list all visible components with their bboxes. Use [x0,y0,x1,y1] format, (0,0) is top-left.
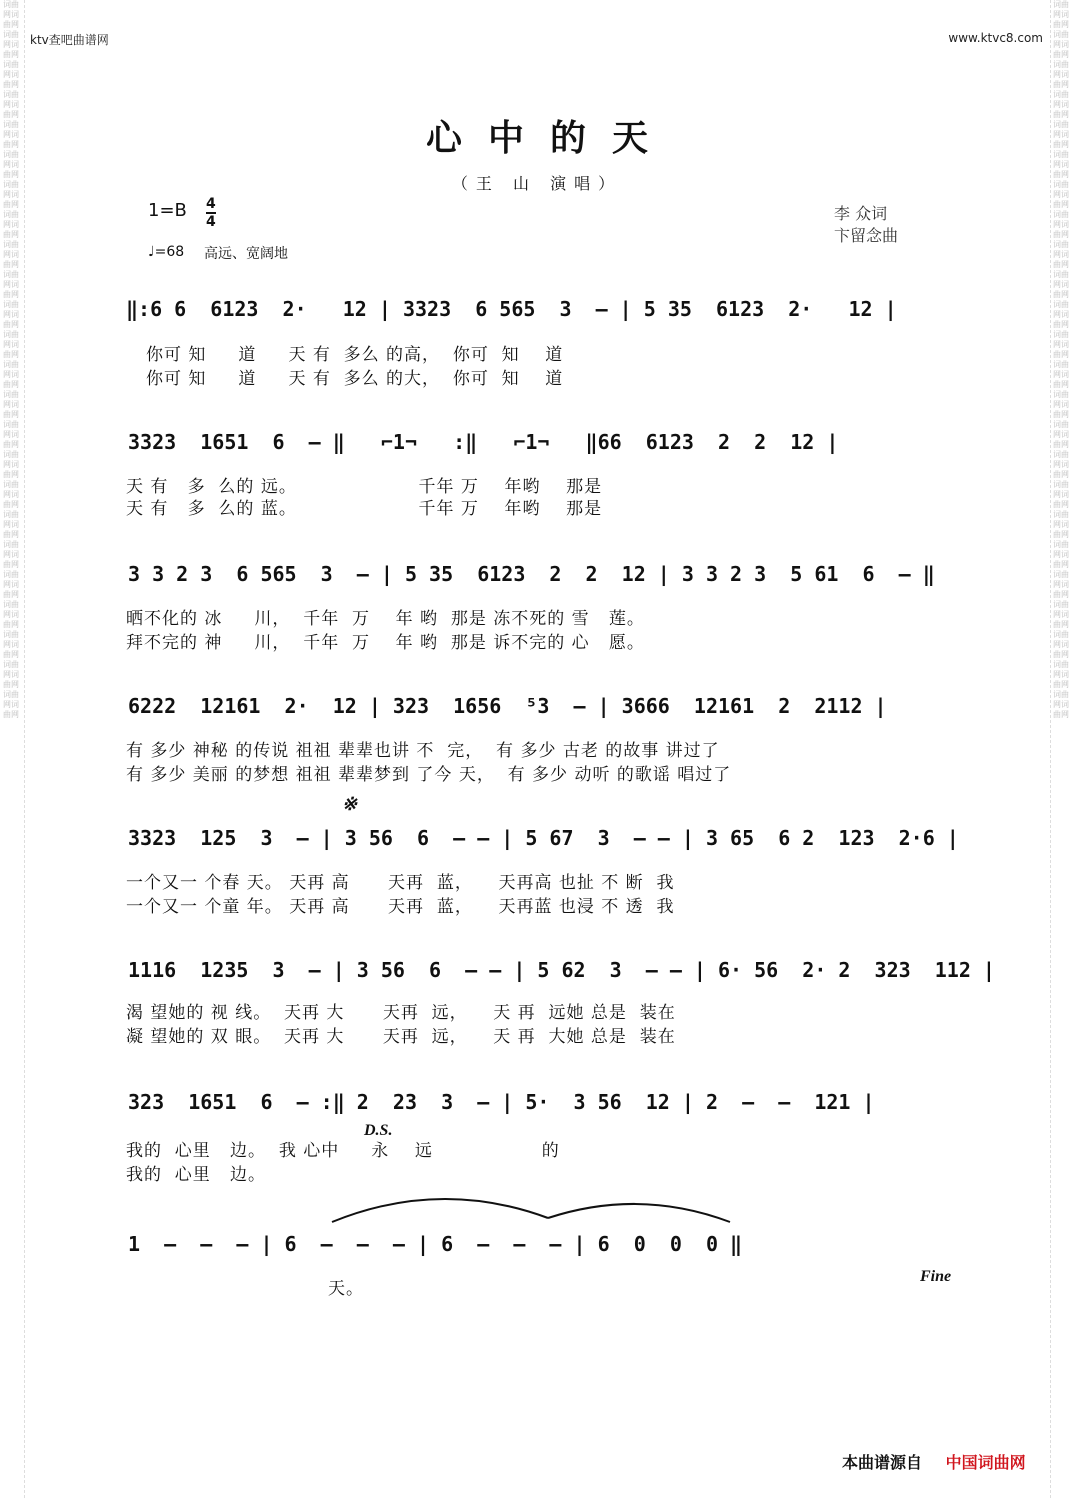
lyrics-line-2-verse-2: 天 有 多 么的 蓝。 千年 万 年哟 那是 [126,499,603,519]
header-site-name: ktv查吧曲谱网 [30,33,109,47]
score-line-2: 3323 1651 6 – ‖ ⌐1¬ :‖ ⌐1¬ ‖66 6123 2 2 12 | [128,430,839,454]
fine-mark: Fine [920,1268,952,1285]
lyrics-line-7-verse-2: 我的 心里 边。 [126,1165,267,1185]
lyrics-line-6-verse-2: 凝 望她的 双 眼。 天再 大 天再 远， 天 再 大她 总是 装在 [126,1027,676,1047]
right-watermark-strip: 词曲网词曲网词曲网词曲网词曲网词曲网词曲网词曲网词曲网词曲网词曲网词曲网词曲网词曲网词曲网词曲网词曲网词曲网词曲网词曲网词曲网词曲网词曲网词曲网词曲网词曲网词曲网词曲网词曲网词曲网词曲网词曲网词曲网词曲网词曲网词曲网词曲网词曲网词曲网词曲网词曲网词曲网词曲网词曲网词曲网词曲网词曲网词曲网 [1053,0,1069,719]
segno-sign: ※ [342,794,358,814]
left-watermark-strip: 词曲网词曲网词曲网词曲网词曲网词曲网词曲网词曲网词曲网词曲网词曲网词曲网词曲网词曲网词曲网词曲网词曲网词曲网词曲网词曲网词曲网词曲网词曲网词曲网词曲网词曲网词曲网词曲网词曲网词曲网词曲网词曲网词曲网词曲网词曲网词曲网词曲网词曲网词曲网词曲网词曲网词曲网词曲网词曲网词曲网词曲网词曲网词曲网 [3,0,19,719]
lyrics-line-4-verse-1: 有 多少 神秘 的传说 祖祖 辈辈也讲 不 完， 有 多少 古老 的故事 讲过了 [126,741,720,761]
header-site-url: www.ktvc8.com [948,31,1043,45]
footer-source [842,1450,1026,1473]
right-divider [1050,0,1051,1498]
lyricist-credit: 李 众词 [834,204,888,223]
score-line-8: 1 – – – | 6 – – – | 6 – – – | 6 0 0 0 ‖ [128,1232,743,1256]
composer-credit: 卞留念曲 [834,226,899,245]
footer-prefix: 本曲谱源自 [842,1453,923,1472]
lyrics-line-3-verse-1: 晒不化的 冰 川， 千年 万 年 哟 那是 冻不死的 雪 莲。 [126,609,645,629]
time-numerator: 4 [206,196,216,212]
expression-marking: 高远、宽阔地 [204,246,288,262]
lyrics-line-7-verse-1: 我的 心里 边。 我 心中 永 远 的 [126,1141,560,1161]
score-line-7: 323 1651 6 – :‖ 2 23 3 – | 5· 3 56 12 | 2 – – 121 | [128,1090,875,1114]
tie-arcs [320,1178,740,1228]
time-denominator: 4 [206,214,216,230]
song-subtitle: （王 山 演唱） [451,174,623,193]
left-divider [24,0,25,1498]
time-signature [206,196,216,230]
score-line-6: 1116 1235 3 – | 3 56 6 – – | 5 62 3 – – | 6· 56 2· 2 323 112 | [128,958,995,982]
score-line-3: 3 3 2 3 6 565 3 – | 5 35 6123 2 2 12 | 3 3 2 3 5 61 6 – ‖ [128,562,935,586]
song-title: 心中的天 [425,117,674,159]
key-signature: 1=B [148,200,187,221]
dal-segno-mark: D.S. [364,1122,393,1139]
lyrics-line-4-verse-2: 有 多少 美丽 的梦想 祖祖 辈辈梦到 了今 天， 有 多少 动听 的歌谣 唱过了 [126,765,732,785]
lyrics-line-1-verse-1: 你可 知 道 天 有 多么 的高， 你可 知 道 [146,345,564,365]
lyrics-line-2-verse-1: 天 有 多 么的 远。 千年 万 年哟 那是 [126,477,603,497]
lyrics-line-5-verse-1: 一个又一 个春 天。 天再 高 天再 蓝， 天再高 也扯 不 断 我 [126,873,675,893]
score-line-1: ‖:6 6 6123 2· 12 | 3323 6 565 3 – | 5 35 6123 2· 12 | [126,297,897,321]
score-line-5: 3323 125 3 – | 3 56 6 – – | 5 67 3 – – | 3 65 6 2 123 2·6 | [128,826,959,850]
lyrics-line-3-verse-2: 拜不完的 神 川， 千年 万 年 哟 那是 诉不完的 心 愿。 [126,633,645,653]
lyrics-line-8: 天。 [328,1279,364,1299]
tempo-marking: ♩=68 [148,244,185,260]
footer-site-link[interactable]: 中国词曲网 [945,1453,1026,1472]
lyrics-line-5-verse-2: 一个又一 个童 年。 天再 高 天再 蓝， 天再蓝 也浸 不 透 我 [126,897,675,917]
lyrics-line-6-verse-1: 渴 望她的 视 线。 天再 大 天再 远， 天 再 远她 总是 装在 [126,1003,676,1023]
score-line-4: 6222 12161 2· 12 | 323 1656 ⁵3 – | 3666 12161 2 2112 | [128,694,887,718]
lyrics-line-1-verse-2: 你可 知 道 天 有 多么 的大， 你可 知 道 [146,369,564,389]
